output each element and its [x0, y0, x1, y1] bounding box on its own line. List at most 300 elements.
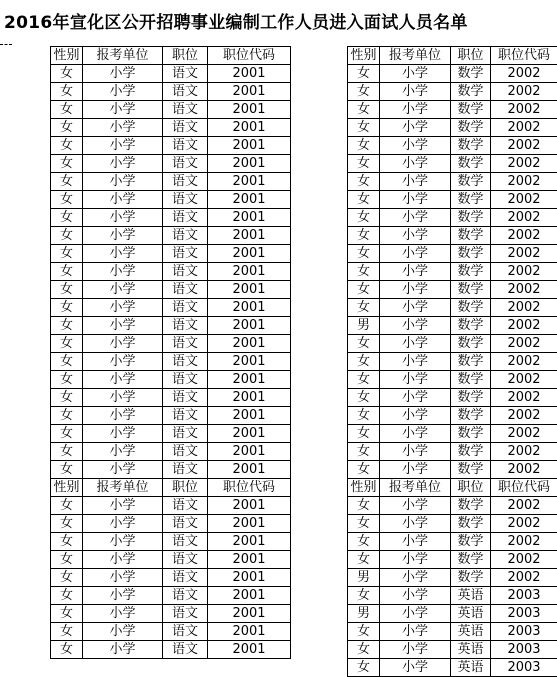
gender-cell: 女	[51, 353, 83, 371]
table-row	[51, 551, 291, 569]
column-header: 报考单位	[380, 479, 451, 497]
unit-cell: 小学	[83, 83, 163, 101]
position-cell: 数学	[451, 245, 491, 263]
unit-cell: 小学	[380, 227, 451, 245]
table-row	[348, 533, 557, 551]
gender-cell: 女	[51, 65, 83, 83]
gender-cell: 女	[51, 281, 83, 299]
position-code-cell: 2002	[491, 407, 557, 425]
position-code-cell: 2001	[208, 623, 291, 641]
table-row	[348, 551, 557, 569]
unit-cell: 小学	[380, 299, 451, 317]
position-cell: 语文	[163, 83, 208, 101]
position-cell: 英语	[451, 641, 491, 659]
unit-cell: 小学	[380, 263, 451, 281]
position-cell: 语文	[163, 371, 208, 389]
position-code-cell: 2002	[491, 155, 557, 173]
position-cell: 语文	[163, 641, 208, 659]
position-cell: 数学	[451, 299, 491, 317]
gender-cell: 女	[348, 497, 380, 515]
position-code-cell: 2001	[208, 119, 291, 137]
position-code-cell: 2002	[491, 569, 557, 587]
gender-cell: 女	[348, 119, 380, 137]
position-code-cell: 2001	[208, 101, 291, 119]
position-cell: 语文	[163, 353, 208, 371]
table-row	[348, 83, 557, 101]
position-cell: 语文	[163, 533, 208, 551]
position-cell: 语文	[163, 137, 208, 155]
position-cell: 数学	[451, 353, 491, 371]
position-cell: 英语	[451, 623, 491, 641]
table-row	[51, 587, 291, 605]
position-code-cell: 2001	[208, 299, 291, 317]
position-code-cell: 2001	[208, 227, 291, 245]
position-code-cell: 2001	[208, 443, 291, 461]
unit-cell: 小学	[380, 353, 451, 371]
gender-cell: 女	[348, 515, 380, 533]
position-code-cell: 2001	[208, 83, 291, 101]
unit-cell: 小学	[83, 353, 163, 371]
position-cell: 数学	[451, 515, 491, 533]
position-cell: 语文	[163, 551, 208, 569]
gender-cell: 女	[51, 227, 83, 245]
unit-cell: 小学	[83, 425, 163, 443]
unit-cell: 小学	[83, 389, 163, 407]
table-row	[348, 227, 557, 245]
position-cell: 语文	[163, 497, 208, 515]
position-code-cell: 2001	[208, 155, 291, 173]
gender-cell: 女	[51, 209, 83, 227]
position-cell: 数学	[451, 173, 491, 191]
unit-cell: 小学	[380, 137, 451, 155]
table-row	[348, 353, 557, 371]
position-cell: 英语	[451, 587, 491, 605]
position-code-cell: 2001	[208, 191, 291, 209]
gender-cell: 女	[51, 173, 83, 191]
position-cell: 数学	[451, 461, 491, 479]
unit-cell: 小学	[83, 281, 163, 299]
position-cell: 数学	[451, 101, 491, 119]
table-row	[348, 497, 557, 515]
unit-cell: 小学	[380, 245, 451, 263]
position-cell: 语文	[163, 209, 208, 227]
position-cell: 语文	[163, 155, 208, 173]
position-cell: 语文	[163, 245, 208, 263]
unit-cell: 小学	[380, 101, 451, 119]
gender-cell: 女	[348, 533, 380, 551]
table-row	[348, 245, 557, 263]
position-cell: 数学	[451, 389, 491, 407]
table-row	[51, 191, 291, 209]
table-row	[51, 209, 291, 227]
table-row	[348, 623, 557, 641]
unit-cell: 小学	[380, 407, 451, 425]
gender-cell: 男	[348, 569, 380, 587]
position-code-cell: 2001	[208, 605, 291, 623]
gender-cell: 女	[348, 137, 380, 155]
table-row	[51, 101, 291, 119]
gender-cell: 女	[348, 353, 380, 371]
unit-cell: 小学	[83, 461, 163, 479]
table-row	[348, 137, 557, 155]
gender-cell: 女	[51, 371, 83, 389]
table-row	[348, 281, 557, 299]
table-row	[348, 65, 557, 83]
table-row	[348, 461, 557, 479]
position-code-cell: 2002	[491, 191, 557, 209]
position-code-cell: 2003	[491, 587, 557, 605]
table-row	[348, 299, 557, 317]
column-header: 职位代码	[491, 47, 557, 65]
unit-cell: 小学	[380, 533, 451, 551]
position-cell: 语文	[163, 281, 208, 299]
position-cell: 语文	[163, 101, 208, 119]
position-code-cell: 2002	[491, 281, 557, 299]
unit-cell: 小学	[380, 515, 451, 533]
unit-cell: 小学	[380, 317, 451, 335]
table-row	[51, 245, 291, 263]
position-code-cell: 2002	[491, 533, 557, 551]
gender-cell: 女	[51, 299, 83, 317]
table-row	[51, 299, 291, 317]
gender-cell: 女	[51, 335, 83, 353]
position-cell: 语文	[163, 407, 208, 425]
position-cell: 数学	[451, 209, 491, 227]
position-code-cell: 2002	[491, 425, 557, 443]
column-header: 报考单位	[83, 47, 163, 65]
unit-cell: 小学	[83, 371, 163, 389]
gender-cell: 女	[348, 371, 380, 389]
table-row	[348, 371, 557, 389]
position-code-cell: 2001	[208, 533, 291, 551]
gender-cell: 女	[51, 263, 83, 281]
table-row	[51, 317, 291, 335]
unit-cell: 小学	[380, 551, 451, 569]
position-code-cell: 2002	[491, 299, 557, 317]
position-code-cell: 2002	[491, 83, 557, 101]
column-header: 职位	[451, 479, 491, 497]
position-code-cell: 2002	[491, 101, 557, 119]
position-code-cell: 2002	[491, 227, 557, 245]
column-header: 职位	[451, 47, 491, 65]
position-cell: 数学	[451, 191, 491, 209]
unit-cell: 小学	[380, 569, 451, 587]
position-cell: 数学	[451, 371, 491, 389]
position-cell: 数学	[451, 407, 491, 425]
table-row	[51, 515, 291, 533]
gender-cell: 女	[51, 407, 83, 425]
position-code-cell: 2001	[208, 515, 291, 533]
position-cell: 数学	[451, 137, 491, 155]
table-row	[348, 587, 557, 605]
position-cell: 数学	[451, 65, 491, 83]
table-row	[51, 353, 291, 371]
table-row	[348, 515, 557, 533]
position-cell: 数学	[451, 155, 491, 173]
position-code-cell: 2002	[491, 389, 557, 407]
table-row	[348, 209, 557, 227]
gender-cell: 女	[348, 281, 380, 299]
unit-cell: 小学	[83, 515, 163, 533]
position-cell: 语文	[163, 443, 208, 461]
gender-cell: 女	[348, 623, 380, 641]
page-title: 2016年宣化区公开招聘事业编制工作人员进入面试人员名单	[4, 8, 557, 33]
gender-cell: 女	[348, 83, 380, 101]
header-row	[51, 479, 291, 497]
table-row	[348, 191, 557, 209]
position-cell: 语文	[163, 515, 208, 533]
column-header: 职位	[163, 479, 208, 497]
column-header: 职位代码	[208, 47, 291, 65]
table-row	[51, 533, 291, 551]
gender-cell: 女	[348, 389, 380, 407]
position-code-cell: 2001	[208, 173, 291, 191]
header-row	[348, 479, 557, 497]
position-cell: 语文	[163, 605, 208, 623]
table-row	[348, 605, 557, 623]
table-row	[51, 425, 291, 443]
position-code-cell: 2001	[208, 371, 291, 389]
table-row	[51, 227, 291, 245]
position-code-cell: 2001	[208, 281, 291, 299]
position-code-cell: 2003	[491, 641, 557, 659]
gender-cell: 女	[51, 389, 83, 407]
gender-cell: 女	[51, 425, 83, 443]
table-row	[51, 461, 291, 479]
position-code-cell: 2001	[208, 461, 291, 479]
table-row	[348, 155, 557, 173]
table-row	[51, 83, 291, 101]
table-row	[348, 641, 557, 659]
position-cell: 语文	[163, 299, 208, 317]
position-code-cell: 2002	[491, 335, 557, 353]
position-code-cell: 2003	[491, 623, 557, 641]
unit-cell: 小学	[380, 65, 451, 83]
position-code-cell: 2002	[491, 245, 557, 263]
position-code-cell: 2002	[491, 551, 557, 569]
table-row	[51, 605, 291, 623]
unit-cell: 小学	[83, 101, 163, 119]
position-cell: 数学	[451, 317, 491, 335]
position-cell: 数学	[451, 83, 491, 101]
table-row	[51, 569, 291, 587]
position-cell: 数学	[451, 263, 491, 281]
unit-cell: 小学	[380, 209, 451, 227]
gender-cell: 女	[51, 569, 83, 587]
table-row	[348, 443, 557, 461]
gender-cell: 女	[348, 443, 380, 461]
unit-cell: 小学	[380, 155, 451, 173]
position-code-cell: 2002	[491, 443, 557, 461]
column-header: 报考单位	[83, 479, 163, 497]
position-cell: 数学	[451, 425, 491, 443]
gender-cell: 男	[348, 317, 380, 335]
position-code-cell: 2001	[208, 389, 291, 407]
table-row	[348, 173, 557, 191]
header-row	[348, 47, 557, 65]
table-row	[51, 155, 291, 173]
gender-cell: 女	[51, 641, 83, 659]
unit-cell: 小学	[380, 497, 451, 515]
table-row	[348, 569, 557, 587]
unit-cell: 小学	[380, 371, 451, 389]
gender-cell: 女	[51, 623, 83, 641]
gender-cell: 女	[51, 461, 83, 479]
gender-cell: 女	[51, 191, 83, 209]
position-code-cell: 2003	[491, 659, 557, 677]
table-row	[348, 335, 557, 353]
unit-cell: 小学	[83, 155, 163, 173]
position-code-cell: 2001	[208, 407, 291, 425]
gender-cell: 女	[348, 155, 380, 173]
header-row	[51, 47, 291, 65]
unit-cell: 小学	[83, 299, 163, 317]
gender-cell: 女	[348, 335, 380, 353]
unit-cell: 小学	[380, 605, 451, 623]
table-row	[51, 407, 291, 425]
gender-cell: 女	[51, 83, 83, 101]
unit-cell: 小学	[83, 443, 163, 461]
position-code-cell: 2001	[208, 65, 291, 83]
gender-cell: 女	[348, 461, 380, 479]
unit-cell: 小学	[380, 281, 451, 299]
position-code-cell: 2001	[208, 335, 291, 353]
unit-cell: 小学	[83, 623, 163, 641]
position-cell: 语文	[163, 425, 208, 443]
table-row	[51, 497, 291, 515]
gender-cell: 女	[348, 101, 380, 119]
position-code-cell: 2002	[491, 65, 557, 83]
position-code-cell: 2002	[491, 263, 557, 281]
unit-cell: 小学	[380, 191, 451, 209]
unit-cell: 小学	[83, 641, 163, 659]
table-row	[348, 317, 557, 335]
gender-cell: 女	[51, 551, 83, 569]
table-row	[348, 119, 557, 137]
unit-cell: 小学	[380, 461, 451, 479]
unit-cell: 小学	[83, 335, 163, 353]
unit-cell: 小学	[380, 173, 451, 191]
unit-cell: 小学	[380, 119, 451, 137]
gender-cell: 女	[348, 587, 380, 605]
unit-cell: 小学	[83, 137, 163, 155]
position-cell: 数学	[451, 281, 491, 299]
unit-cell: 小学	[380, 587, 451, 605]
position-cell: 语文	[163, 317, 208, 335]
table-row	[51, 65, 291, 83]
column-header: 性别	[51, 47, 83, 65]
unit-cell: 小学	[83, 317, 163, 335]
position-code-cell: 2002	[491, 209, 557, 227]
table-row	[348, 389, 557, 407]
gender-cell: 女	[348, 641, 380, 659]
gender-cell: 女	[51, 587, 83, 605]
position-cell: 数学	[451, 227, 491, 245]
gender-cell: 女	[51, 497, 83, 515]
position-code-cell: 2002	[491, 119, 557, 137]
column-header: 职位	[163, 47, 208, 65]
gender-cell: 女	[348, 407, 380, 425]
gender-cell: 女	[348, 227, 380, 245]
position-cell: 数学	[451, 551, 491, 569]
position-code-cell: 2001	[208, 587, 291, 605]
gender-cell: 女	[348, 65, 380, 83]
position-cell: 语文	[163, 65, 208, 83]
unit-cell: 小学	[380, 335, 451, 353]
position-code-cell: 2001	[208, 317, 291, 335]
position-code-cell: 2001	[208, 425, 291, 443]
position-code-cell: 2001	[208, 137, 291, 155]
unit-cell: 小学	[83, 65, 163, 83]
column-header: 职位代码	[208, 479, 291, 497]
position-cell: 英语	[451, 659, 491, 677]
gender-cell: 女	[51, 101, 83, 119]
unit-cell: 小学	[83, 569, 163, 587]
unit-cell: 小学	[83, 119, 163, 137]
table-row	[51, 173, 291, 191]
table-row	[51, 641, 291, 659]
position-code-cell: 2001	[208, 353, 291, 371]
position-cell: 语文	[163, 173, 208, 191]
gender-cell: 女	[348, 659, 380, 677]
position-cell: 语文	[163, 623, 208, 641]
position-cell: 数学	[451, 533, 491, 551]
unit-cell: 小学	[83, 587, 163, 605]
position-cell: 英语	[451, 605, 491, 623]
table-row	[51, 119, 291, 137]
gender-cell: 女	[51, 155, 83, 173]
gender-cell: 女	[51, 137, 83, 155]
gender-cell: 女	[348, 299, 380, 317]
position-code-cell: 2002	[491, 353, 557, 371]
gender-cell: 女	[51, 119, 83, 137]
position-cell: 语文	[163, 587, 208, 605]
unit-cell: 小学	[83, 263, 163, 281]
unit-cell: 小学	[380, 623, 451, 641]
unit-cell: 小学	[83, 533, 163, 551]
position-cell: 数学	[451, 119, 491, 137]
gender-cell: 女	[51, 245, 83, 263]
unit-cell: 小学	[83, 227, 163, 245]
gender-cell: 女	[348, 245, 380, 263]
position-code-cell: 2002	[491, 461, 557, 479]
gender-cell: 男	[348, 605, 380, 623]
position-cell: 语文	[163, 461, 208, 479]
column-header: 报考单位	[380, 47, 451, 65]
position-code-cell: 2002	[491, 317, 557, 335]
table-row	[51, 443, 291, 461]
table-row	[348, 407, 557, 425]
gender-cell: 女	[348, 191, 380, 209]
gender-cell: 女	[51, 515, 83, 533]
gender-cell: 女	[348, 209, 380, 227]
column-header: 性别	[348, 47, 380, 65]
table-row	[51, 263, 291, 281]
gender-cell: 女	[348, 263, 380, 281]
unit-cell: 小学	[380, 389, 451, 407]
unit-cell: 小学	[83, 191, 163, 209]
gender-cell: 女	[348, 425, 380, 443]
unit-cell: 小学	[83, 551, 163, 569]
right-candidate-table	[347, 46, 557, 677]
unit-cell: 小学	[83, 407, 163, 425]
unit-cell: 小学	[380, 83, 451, 101]
unit-cell: 小学	[83, 209, 163, 227]
gender-cell: 女	[51, 443, 83, 461]
unit-cell: 小学	[83, 497, 163, 515]
column-header: 性别	[348, 479, 380, 497]
unit-cell: 小学	[83, 605, 163, 623]
